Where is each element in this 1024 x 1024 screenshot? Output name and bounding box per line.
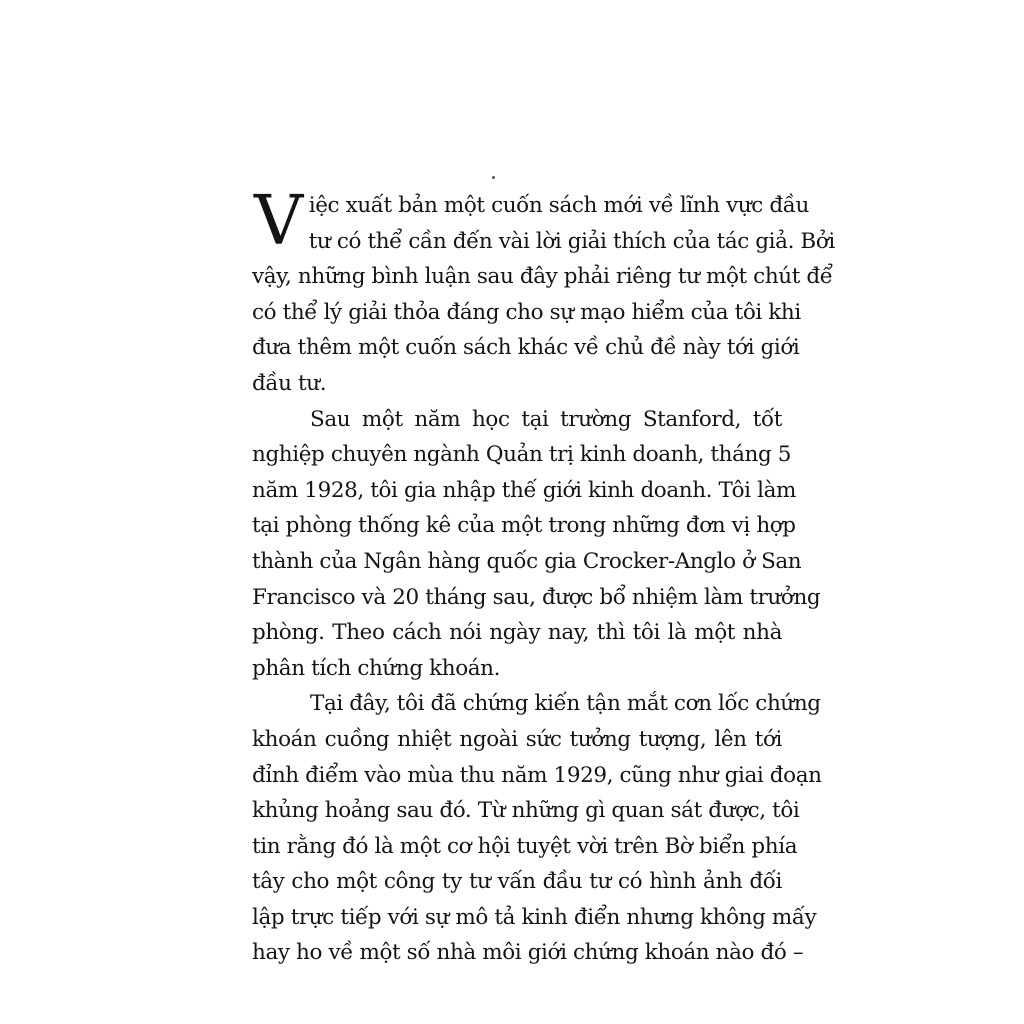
text-line: năm 1928, tôi gia nhập thế giới kinh doanh. Tôi làm: [252, 477, 796, 503]
drop-cap: V: [254, 182, 303, 261]
paragraph-1: [252, 182, 835, 402]
text-line: tư có thể cần đến vài lời giải thích của tác giả. Bởi: [308, 228, 835, 254]
paragraph-3: [252, 686, 822, 971]
text-line: lập trực tiếp với sự mô tả kinh điển nhưng không mấy: [252, 904, 817, 930]
text-line: đầu tư.: [252, 370, 327, 396]
text-line: thành của Ngân hàng quốc gia Crocker-Anglo ở San: [252, 548, 802, 574]
paragraph-2: [252, 402, 821, 687]
text-line: có thể lý giải thỏa đáng cho sự mạo hiểm của tôi khi: [252, 299, 801, 325]
text-line: tại phòng thống kê của một trong những đơn vị hợp: [252, 513, 796, 539]
text-column: [252, 182, 835, 971]
text-line: khoán cuồng nhiệt ngoài sức tưởng tượng, lên tới: [252, 726, 782, 752]
text-line: vậy, những bình luận sau đây phải riêng tư một chút để: [252, 264, 833, 290]
text-line: hay ho về một số nhà môi giới chứng khoán nào đó –: [252, 940, 804, 966]
text-line: Tại đây, tôi đã chứng kiến tận mắt cơn lốc chứng: [310, 691, 821, 717]
text-line: khủng hoảng sau đó. Từ những gì quan sát được, tôi: [252, 798, 800, 824]
ink-dot: [492, 176, 495, 179]
text-line: đưa thêm một cuốn sách khác về chủ đề này tới giới: [252, 335, 800, 361]
text-line: đỉnh điểm vào mùa thu năm 1929, cũng như giai đoạn: [252, 762, 822, 788]
text-line: nghiệp chuyên ngành Quản trị kinh doanh, tháng 5: [252, 442, 792, 468]
text-line: phân tích chứng khoán.: [252, 655, 501, 681]
text-line: tây cho một công ty tư vấn đầu tư có hình ảnh đối: [252, 869, 782, 895]
text-line: Francisco và 20 tháng sau, được bổ nhiệm làm trưởng: [252, 584, 821, 610]
text-line: Sau một năm học tại trường Stanford, tốt: [310, 406, 782, 432]
text-line: phòng. Theo cách nói ngày nay, thì tôi là một nhà: [252, 620, 782, 646]
text-line: tin rằng đó là một cơ hội tuyệt vời trên Bờ biển phía: [252, 833, 798, 859]
text-line: iệc xuất bản một cuốn sách mới về lĩnh vực đầu: [308, 193, 809, 218]
